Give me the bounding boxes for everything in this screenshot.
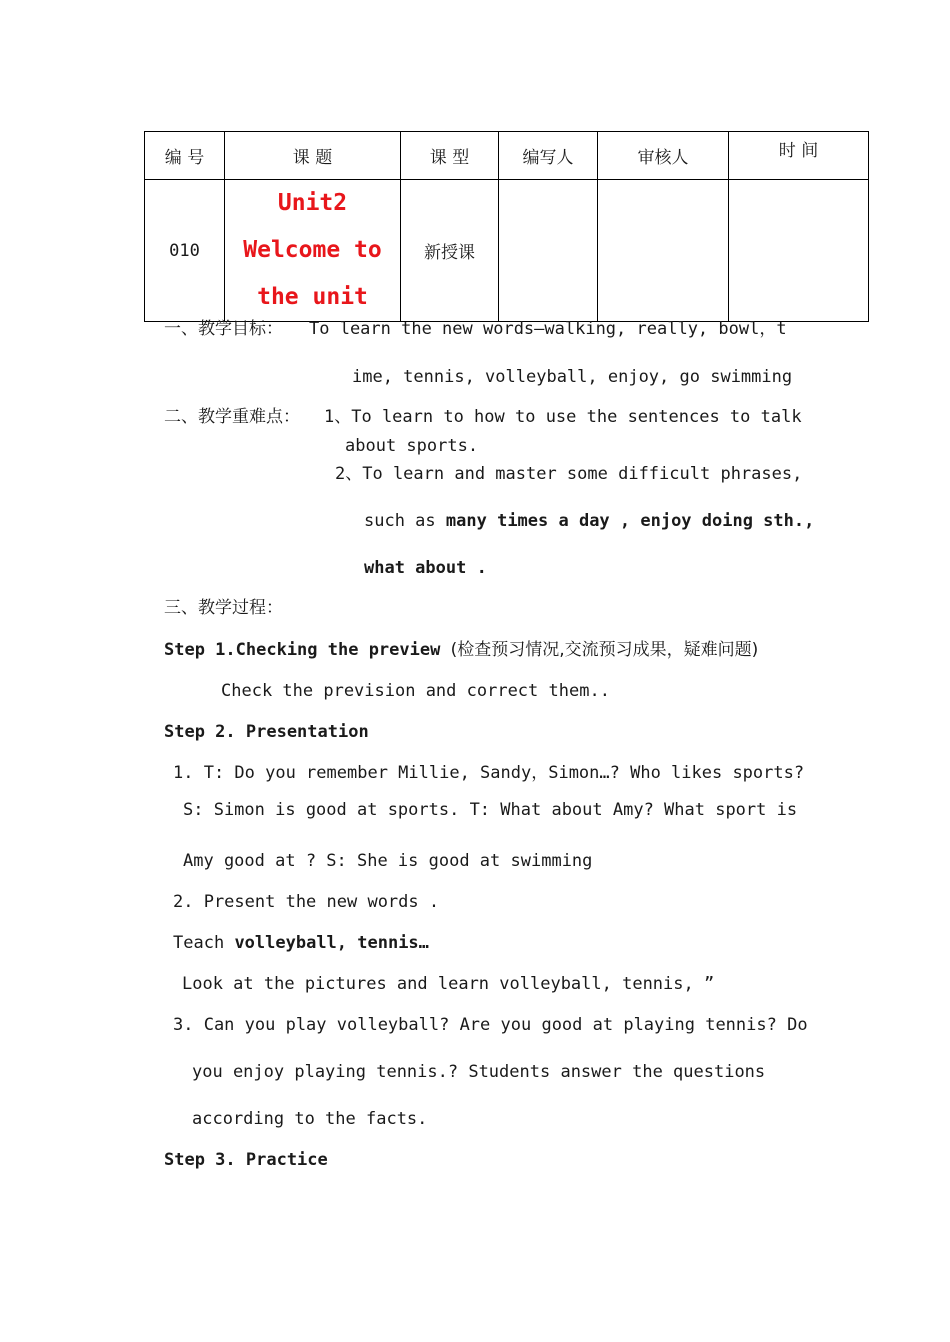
table-header-row	[145, 132, 869, 180]
step2-p1-line2: S: Simon is good at sports. T: What about Amy? What sport is	[183, 800, 798, 820]
section1-label: 一、教学目标：	[164, 319, 283, 339]
teach-words: volleyball, tennis…	[234, 933, 429, 953]
key-phrases: many times a day , enjoy doing sth.,	[445, 511, 815, 531]
cell-lesson-type: 新授课	[401, 180, 499, 322]
section2-item1-line1: 1、To learn to how to use the sentences to talk	[324, 407, 802, 427]
section1-line2: ime, tennis, volleyball, enjoy, go swimming	[352, 367, 793, 387]
header-author: 编写人	[499, 132, 598, 180]
step3-heading: Step 3. Practice	[164, 1150, 328, 1170]
header-number: 编 号	[145, 132, 225, 180]
cell-author	[499, 180, 598, 322]
section2-label: 二、教学重难点：	[164, 407, 300, 427]
title-line-1: Unit2	[277, 190, 348, 216]
title-line-2: Welcome to	[243, 237, 382, 263]
section2-item2-line1: 2、To learn and master some difficult phrases,	[335, 464, 803, 484]
step2-p3-line1: 3. Can you play volleyball? Are you good at playing tennis? Do	[173, 1015, 808, 1035]
header-time: 时 间	[729, 132, 869, 180]
header-reviewer: 审核人	[598, 132, 729, 180]
step2-heading: Step 2. Presentation	[164, 722, 369, 742]
step2-p3-line3: according to the facts.	[192, 1109, 428, 1129]
cell-number: 010	[145, 180, 225, 322]
section1-line1: To learn the new words—walking, really, bowl，t	[309, 319, 787, 339]
section2-item2-line2	[364, 510, 814, 532]
section2-item2-line3: what about .	[364, 558, 487, 578]
cell-time	[729, 180, 869, 322]
cell-title	[225, 180, 401, 322]
such-as-text: such as	[364, 511, 436, 531]
step2-p1-line1: 1. T: Do you remember Millie, Sandy，Simon…? Who likes sports?	[173, 763, 805, 783]
lesson-title	[225, 180, 400, 321]
step1-heading-line	[164, 639, 758, 661]
step1-note: (检查预习情况,交流预习成果，疑难问题)	[450, 640, 759, 660]
step2-look-line: Look at the pictures and learn volleyball, tennis, ”	[182, 974, 715, 994]
section3-label: 三、教学过程：	[164, 598, 283, 618]
section2-item1-line2: about sports.	[345, 436, 479, 456]
title-line-3: the unit	[257, 284, 368, 310]
step2-p3-line2: you enjoy playing tennis.? Students answer the questions	[192, 1062, 766, 1082]
cell-reviewer	[598, 180, 729, 322]
teach-text: Teach	[173, 933, 225, 953]
step2-p1-line3: Amy good at ? S: She is good at swimming	[183, 851, 593, 871]
header-topic: 课 题	[225, 132, 401, 180]
step2-p2: 2. Present the new words .	[173, 892, 440, 912]
step1-line: Check the prevision and correct them..	[221, 681, 610, 701]
step2-teach-line	[173, 932, 429, 954]
table-data-row	[145, 180, 869, 322]
header-type: 课 型	[401, 132, 499, 180]
step1-heading: Step 1.Checking the preview	[164, 640, 441, 660]
lesson-info-table	[144, 131, 869, 322]
